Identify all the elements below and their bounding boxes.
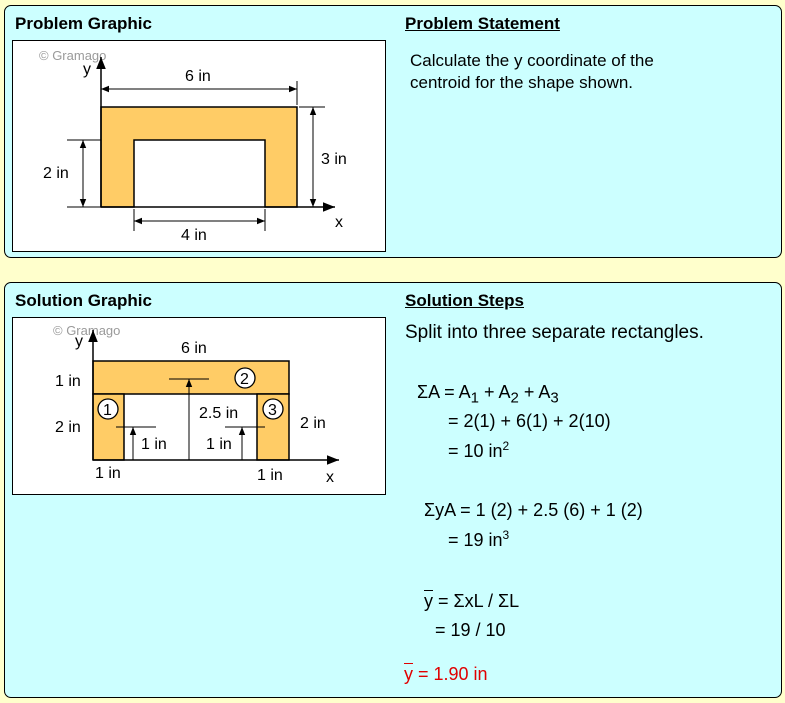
dim-left-label: 2 in [43,165,69,182]
solution-panel [4,282,782,698]
sum-a-line-2: = 2(1) + 6(1) + 2(10) [448,411,611,431]
sum-a-line-3: = 10 $in^2$ [448,439,510,461]
dim-top-thickness-label: 1 in [55,373,81,390]
problem-diagram [12,40,386,252]
problem-diagram-svg [13,41,385,251]
statement-line-1: Calculate the y coordinate of the [410,51,654,70]
problem-panel [4,5,782,258]
solution-graphic-title: Solution Graphic [15,291,152,310]
problem-graphic-title: Problem Graphic [15,14,152,33]
dim-br-label: 1 in [257,467,283,484]
sum-ya-line-2: = 19 $in^3$ [448,528,510,550]
dim-mid-label: 2.5 in [199,405,239,422]
dim-c3-label: 1 in [206,436,232,453]
dim-right-label: 3 in [321,151,347,168]
label-3: 3 [268,402,277,419]
sum-ya-line-1: ΣyA = 1 (2) + 2.5 (6) + 1 (2) [424,500,643,520]
dim-left-label: 2 in [55,419,81,436]
rect-2 [93,361,289,394]
ybar-answer: $\overline{y} = 1.90$ in [404,664,488,684]
x-axis-label: x [326,469,334,486]
dim-right-label: 2 in [300,415,326,432]
ybar-line-1: $\overline{y} = \Sigma xL / \Sigma L$ [424,591,520,611]
x-axis-label: x [335,214,343,231]
solution-diagram [12,317,386,495]
watermark: © Gramago [39,48,107,63]
dim-top-label: 6 in [181,340,207,357]
label-1: 1 [103,402,112,419]
y-axis-label: y [83,61,91,78]
solution-intro: Split into three separate rectangles. [405,322,704,343]
ybar-line-2: = 19 / 10 [435,620,506,640]
dim-c1-label: 1 in [141,436,167,453]
label-2: 2 [240,371,249,388]
problem-statement-title: Problem Statement [405,14,560,33]
statement-line-2: centroid for the shape shown. [410,73,634,92]
y-axis-label: y [75,333,83,350]
solution-steps-title: Solution Steps [405,291,524,310]
solution-diagram-svg [13,318,385,494]
watermark: © Gramago [53,323,121,338]
sum-a-line-1: $\Sigma A = A_1 + A_2 + A_3$ [417,382,559,407]
dim-top-label: 6 in [185,68,211,85]
u-shape [101,107,297,207]
dim-bottom-label: 4 in [181,227,207,244]
dim-bl-label: 1 in [95,465,121,482]
